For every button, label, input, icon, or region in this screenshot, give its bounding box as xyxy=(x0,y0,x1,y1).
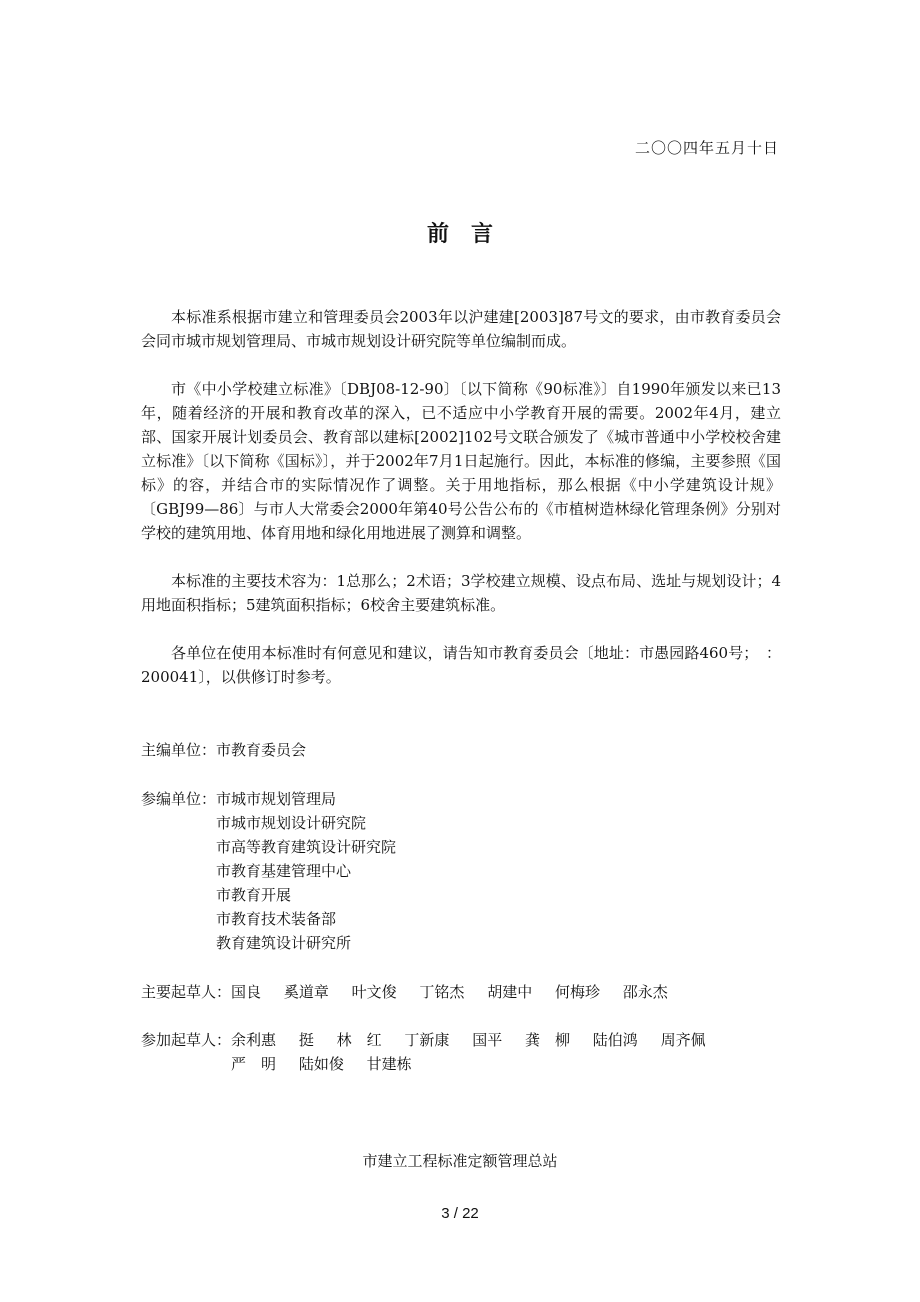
section-title: 前言 xyxy=(426,221,515,247)
participating-unit: 教育建筑设计研究所 xyxy=(216,934,352,952)
co-drafter-name: 陆伯鸿 xyxy=(592,1031,638,1049)
co-drafter-name: 甘建栋 xyxy=(366,1055,412,1073)
co-drafter-name: 丁新康 xyxy=(404,1031,450,1049)
co-drafter-name: 林 红 xyxy=(336,1031,382,1049)
participating-unit: 市城市规划管理局 xyxy=(216,790,337,808)
participating-unit: 市城市规划设计研究院 xyxy=(216,814,367,832)
page-number: 3 / 22 xyxy=(441,1205,479,1222)
preface-paragraph-2: 市《中小学校建立标准》〔DBJ08-12-90〕〔以下简称《90标准》〕自1990年颁发以来已13年，随着经济的开展和教育改革的深入，已不适应中小学教育开展的需要。2002年4月，建立部、国家开展计划委员会、教育部以建标[2002]102号文联合颁发了《城市普通中小学校校舍建立标准》〔以下简称《国标》〕，并于2002年7月1日起施行。因此，本标准的修编，主要参照《国标》的容，并结合市的实际情况作了调整。关于用地指标，那么根据《中小学建筑设计规》〔GBJ99—86〕与市人大常委会2000年第40号公告公布的《市植树造林绿化管理条例》分别对学校的建筑用地、体育用地和绿化用地进展了测算和调整。 xyxy=(141,380,781,542)
co-drafter-name: 陆如俊 xyxy=(298,1055,344,1073)
main-drafters-names xyxy=(231,980,776,1004)
preface-paragraph-3: 本标准的主要技术容为：1总那么；2术语；3学校建立规模、设点布局、选址与规划设计；4用地面积指标；5建筑面积指标；6校舍主要建筑标准。 xyxy=(141,572,781,614)
participating-units xyxy=(141,787,396,955)
drafter-name: 邵永杰 xyxy=(622,983,668,1001)
participating-unit: 市教育开展 xyxy=(216,886,292,904)
drafter-name: 何梅珍 xyxy=(555,983,601,1001)
co-drafter-name: 严 明 xyxy=(231,1055,277,1073)
participating-unit: 市教育基建管理中心 xyxy=(216,862,352,880)
co-drafters-label: 参加起草人： xyxy=(141,1031,232,1049)
participating-units-label: 参编单位： xyxy=(141,790,217,808)
drafter-name: 胡建中 xyxy=(487,983,533,1001)
co-drafter-name: 周齐佩 xyxy=(660,1031,706,1049)
main-drafters xyxy=(141,980,776,1004)
chief-unit-label: 主编单位： xyxy=(141,741,217,759)
participating-unit: 市教育技术装备部 xyxy=(216,910,337,928)
co-drafter-name: 龚 柳 xyxy=(525,1031,571,1049)
footer-organization: 市建立工程标准定额管理总站 xyxy=(362,1152,558,1170)
drafter-name: 奚道章 xyxy=(283,983,329,1001)
co-drafter-name: 余利惠 xyxy=(231,1031,277,1049)
drafter-name: 国良 xyxy=(231,983,262,1001)
participating-unit: 市高等教育建筑设计研究院 xyxy=(216,838,397,856)
participating-units-list xyxy=(216,787,396,955)
main-drafters-label: 主要起草人： xyxy=(141,983,232,1001)
co-drafters xyxy=(141,1028,776,1076)
preface-paragraph-4: 各单位在使用本标准时有何意见和建议，请告知市教育委员会〔地址：市愚园路460号； ：200041〕，以供修订时参考。 xyxy=(141,644,781,686)
co-drafter-name: 国平 xyxy=(472,1031,503,1049)
co-drafters-names xyxy=(231,1028,776,1076)
document-date: 二〇〇四年五月十日 xyxy=(634,139,779,157)
drafter-name: 丁铭杰 xyxy=(419,983,465,1001)
co-drafter-name: 挺 xyxy=(298,1031,314,1049)
chief-unit-name: 市教育委员会 xyxy=(216,741,307,759)
drafter-name: 叶文俊 xyxy=(351,983,397,1001)
preface-paragraph-1: 本标准系根据市建立和管理委员会2003年以沪建建[2003]87号文的要求，由市教育委员会会同市城市规划管理局、市城市规划设计研究院等单位编制而成。 xyxy=(141,308,781,350)
chief-unit xyxy=(141,738,306,762)
